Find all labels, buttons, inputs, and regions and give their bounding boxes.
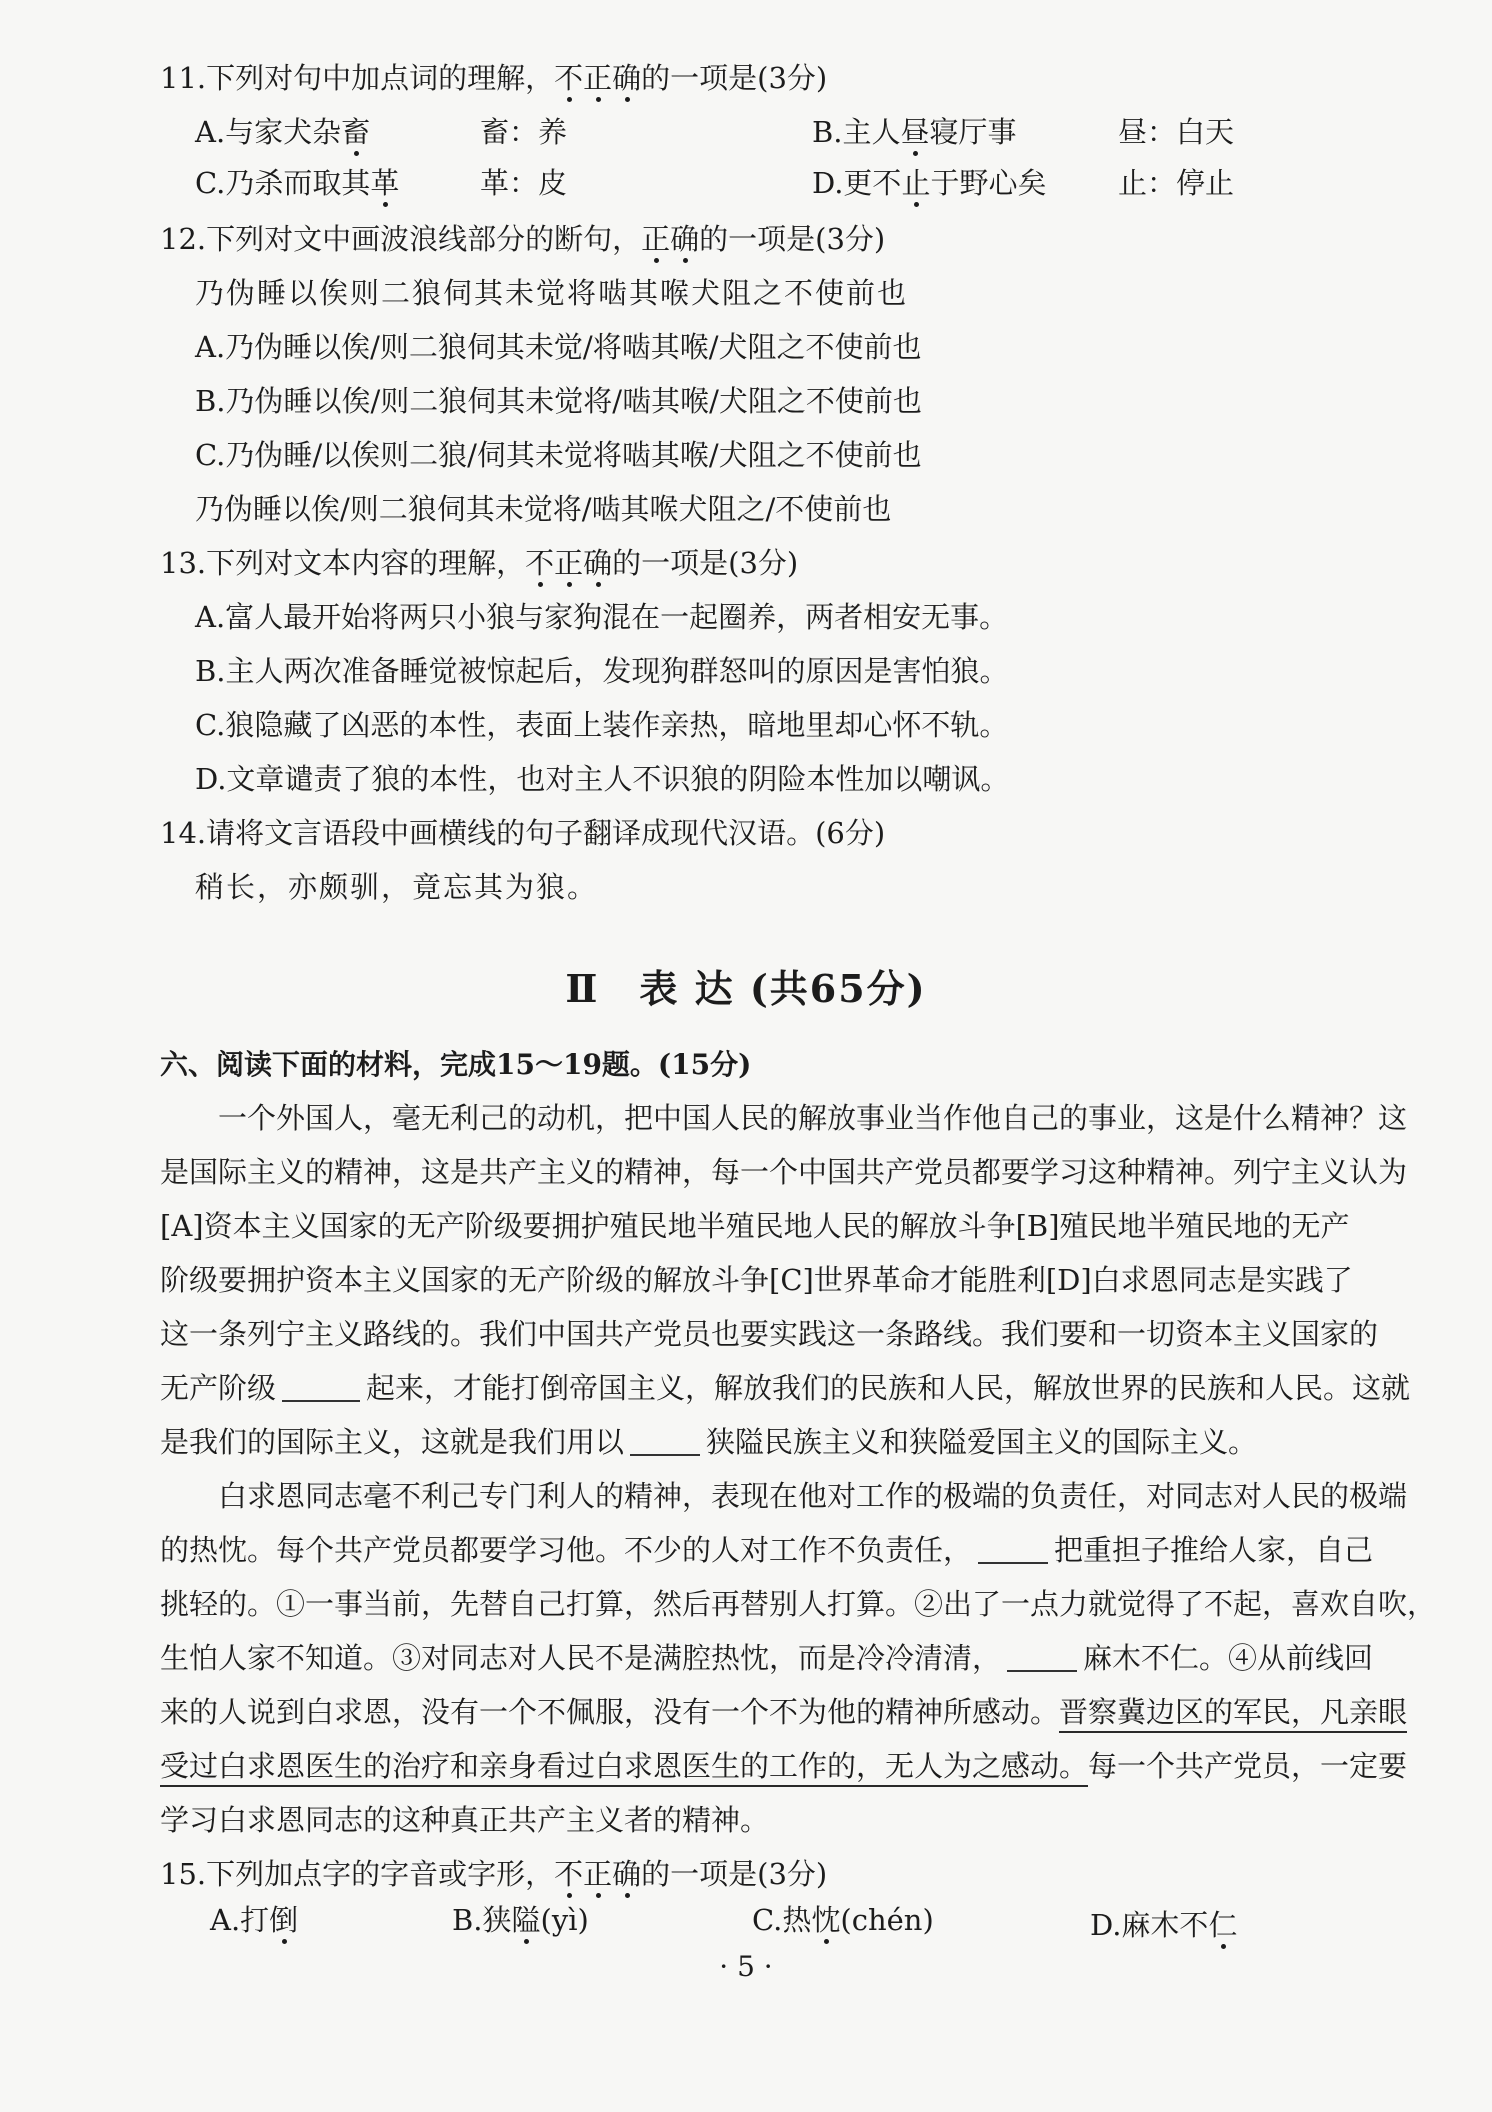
q13-stem-a: 13.下列对文本内容的理解， <box>160 546 526 580</box>
q11-option-b <box>812 112 1017 152</box>
passage-text: 来的人说到白求恩，没有一个不佩服，没有一个不为他的精神所感动。 <box>160 1695 1060 1729</box>
emph-char: 正 <box>583 61 613 95</box>
fill-blank-1[interactable] <box>282 1372 360 1402</box>
opt-text: A.与家犬杂 <box>195 115 342 149</box>
q12-option-d: 乃伪睡以俟/则二狼伺其未觉将/啮其喉犬阻之/不使前也 <box>195 492 892 526</box>
emph-char: 昼 <box>900 115 930 149</box>
emph-char: 革 <box>370 166 400 200</box>
q11-stem-a: 11.下列对句中加点词的理解， <box>160 61 555 95</box>
emph-char: 不 <box>525 546 555 580</box>
q11-option-d <box>812 163 1046 203</box>
emph-char: 忱 <box>811 1903 841 1937</box>
opt-text: B.主人 <box>812 115 901 149</box>
underlined-sentence: 受过白求恩医生的治疗和亲身看过白求恩医生的工作的，无人为之感动。 <box>160 1749 1088 1787</box>
passage-line: 是国际主义的精神，这是共产主义的精神，每一个中国共产党员都要学习这种精神。列宁主义认为 <box>160 1155 1408 1189</box>
q11-stem <box>160 58 827 98</box>
passage-text: 是我们的国际主义，这就是我们用以 <box>160 1425 625 1459</box>
q11-option-b-gloss: 昼：白天 <box>1118 115 1235 149</box>
emph-char: 倒 <box>269 1903 299 1937</box>
passage-line <box>160 1476 1450 1516</box>
passage-text: 每一个共产党员，一定要 <box>1088 1749 1408 1783</box>
q11-option-c <box>195 163 399 203</box>
q13-option-c: C.狼隐藏了凶恶的本性，表面上装作亲热，暗地里却心怀不轨。 <box>195 708 1009 742</box>
passage-text: 白求恩同志毫不利己专门利人的精神，表现在他对工作的极端的负责任，对同志对人民的极端 <box>218 1479 1408 1513</box>
passage-text: 狭隘民族主义和狭隘爱国主义的国际主义。 <box>706 1425 1258 1459</box>
emph-char: 畜 <box>341 115 371 149</box>
q15-stem-b: 的一项是(3分) <box>641 1857 828 1891</box>
passage-line <box>160 1692 1450 1732</box>
opt-text: C.乃杀而取其 <box>195 166 371 200</box>
q12-stem-b: 的一项是(3分) <box>699 222 886 256</box>
passage-text: 的热忱。每个共产党员都要学习他。不少的人对工作不负责任， <box>160 1533 973 1567</box>
q12-option-a: A.乃伪睡以俟/则二狼伺其未觉/将啮其喉/犬阻之不使前也 <box>195 330 922 364</box>
q12-option-c: C.乃伪睡/以俟则二狼/伺其未觉将啮其喉/犬阻之不使前也 <box>195 438 922 472</box>
q11-stem-b: 的一项是(3分) <box>641 61 828 95</box>
opt-text: A.打 <box>210 1903 270 1937</box>
opt-text: 寝厅事 <box>929 115 1017 149</box>
opt-text: B.狭 <box>452 1903 512 1937</box>
q13-option-a: A.富人最开始将两只小狼与家狗混在一起圈养，两者相安无事。 <box>195 600 1009 634</box>
opt-text: D.麻木不 <box>1090 1908 1209 1942</box>
section-title: Ⅱ 表 达 (共65分) <box>565 966 927 1011</box>
passage-line: 这一条列宁主义路线的。我们中国共产党员也要实践这一条路线。我们要和一切资本主义国家的 <box>160 1317 1379 1351</box>
q15-option-a <box>210 1900 298 1940</box>
part-six-heading: 六、阅读下面的材料，完成15～19题。(15分) <box>160 1048 752 1081</box>
opt-text: 于野心矣 <box>930 166 1047 200</box>
passage-line <box>160 1098 1450 1138</box>
q12-stem <box>160 219 885 259</box>
q11-option-a-gloss: 畜：养 <box>480 115 568 149</box>
page-number: · 5 · <box>719 1950 773 1983</box>
opt-text: (chén) <box>840 1903 934 1937</box>
emph-char: 止 <box>901 166 931 200</box>
passage-line: 挑轻的。①一事当前，先替自己打算，然后再替别人打算。②出了一点力就觉得了不起，喜欢自吹， <box>160 1587 1437 1621</box>
q14-sentence: 稍长，亦颇驯，竟忘其为狼。 <box>195 870 599 904</box>
q13-option-d: D.文章谴责了狼的本性，也对主人不识狼的阴险本性加以嘲讽。 <box>195 762 1010 796</box>
passage-line: [A]资本主义国家的无产阶级要拥护殖民地半殖民地人民的解放斗争[B]殖民地半殖民地的无产 <box>160 1209 1350 1243</box>
q13-stem <box>160 543 798 583</box>
passage-text: 一个外国人，毫无利己的动机，把中国人民的解放事业当作他自己的事业，这是什么精神？这 <box>218 1101 1408 1135</box>
fill-blank-4[interactable] <box>1007 1642 1077 1672</box>
passage-line: 学习白求恩同志的这种真正共产主义者的精神。 <box>160 1803 770 1837</box>
underlined-sentence: 晋察冀边区的军民，凡亲眼 <box>1059 1695 1407 1733</box>
q15-stem <box>160 1854 827 1894</box>
emph-char: 仁 <box>1208 1908 1238 1942</box>
emph-char: 正 <box>554 546 584 580</box>
opt-text: C.热 <box>752 1903 812 1937</box>
emph-char: 确 <box>612 1857 642 1891</box>
emph-char: 正 <box>641 222 671 256</box>
passage-line <box>160 1530 1450 1570</box>
emph-char: 正 <box>583 1857 613 1891</box>
passage-line: 阶级要拥护资本主义国家的无产阶级的解放斗争[C]世界革命才能胜利[D]白求恩同志是实践了 <box>160 1263 1353 1297</box>
fill-blank-3[interactable] <box>978 1534 1048 1564</box>
q15-option-d <box>1090 1905 1237 1945</box>
emph-char: 不 <box>554 1857 584 1891</box>
passage-text: 无产阶级 <box>160 1371 277 1405</box>
passage-text: 生怕人家不知道。③对同志对人民不是满腔热忱，而是冷冷清清， <box>160 1641 1002 1675</box>
q11-option-a <box>195 112 370 152</box>
q12-option-b: B.乃伪睡以俟/则二狼伺其未觉将/啮其喉/犬阻之不使前也 <box>195 384 922 418</box>
q13-stem-b: 的一项是(3分) <box>612 546 799 580</box>
passage-line <box>160 1422 1450 1462</box>
emph-char: 确 <box>583 546 613 580</box>
q15-option-c <box>752 1900 934 1940</box>
passage-text: 把重担子推给人家，自己 <box>1054 1533 1374 1567</box>
q13-option-b: B.主人两次准备睡觉被惊起后，发现狗群怒叫的原因是害怕狼。 <box>195 654 1009 688</box>
q15-stem-a: 15.下列加点字的字音或字形， <box>160 1857 555 1891</box>
passage-text: 麻木不仁。④从前线回 <box>1083 1641 1374 1675</box>
q14-stem: 14.请将文言语段中画横线的句子翻译成现代汉语。(6分) <box>160 816 886 850</box>
q12-passage: 乃伪睡以俟则二狼伺其未觉将啮其喉犬阻之不使前也 <box>195 276 909 310</box>
emph-char: 确 <box>612 61 642 95</box>
q11-option-d-gloss: 止：停止 <box>1118 166 1235 200</box>
passage-text: 起来，才能打倒帝国主义，解放我们的民族和人民，解放世界的民族和人民。这就 <box>366 1371 1411 1405</box>
passage-line <box>160 1746 1450 1786</box>
opt-text: D.更不 <box>812 166 902 200</box>
emph-char: 隘 <box>511 1903 541 1937</box>
emph-char: 不 <box>554 61 584 95</box>
fill-blank-2[interactable] <box>630 1426 700 1456</box>
passage-line <box>160 1368 1450 1408</box>
emph-char: 确 <box>670 222 700 256</box>
passage-line <box>160 1638 1450 1678</box>
opt-text: (yì) <box>540 1903 589 1937</box>
q11-option-c-gloss: 革：皮 <box>480 166 568 200</box>
q15-option-b <box>452 1900 589 1940</box>
q12-stem-a: 12.下列对文中画波浪线部分的断句， <box>160 222 642 256</box>
